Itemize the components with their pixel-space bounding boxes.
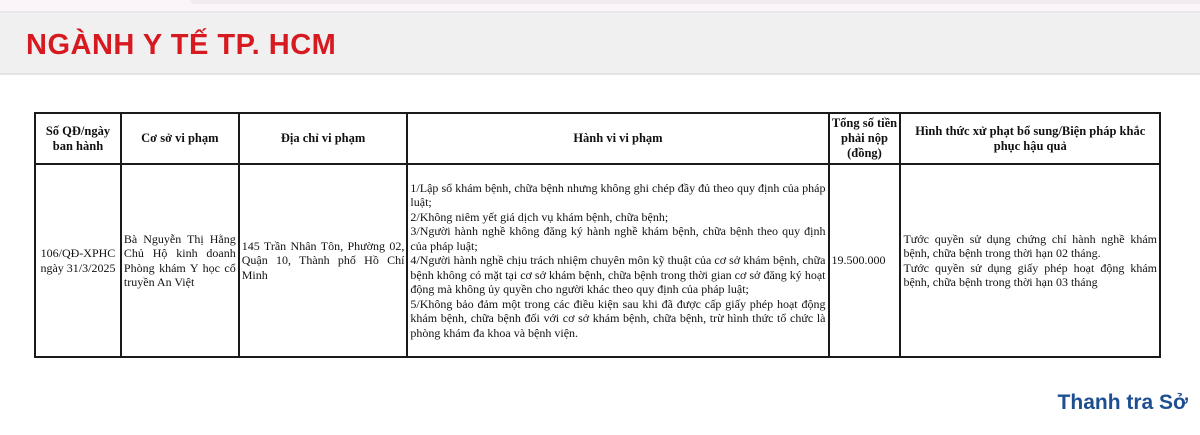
col-header-total-fine: Tổng số tiền phải nộp (đồng) bbox=[829, 113, 901, 164]
violation-item: 4/Người hành nghề chịu trách nhiệm chuyên môn kỹ thuật của cơ sở khám bệnh, chữa bệnh không có mặt tại cơ sở khám bệnh, chữa bệnh trong thời gian cơ sở đăng ký hoạt động mà không ủy quyền cho người khác theo quy định của pháp luật; bbox=[410, 253, 826, 297]
cell-facility: Bà Nguyễn Thị Hằng Chủ Hộ kinh doanh Phòng khám Y học cổ truyền An Việt bbox=[121, 164, 239, 357]
footer-brand: Thanh tra Sở bbox=[1057, 391, 1188, 414]
col-header-decision: Số QĐ/ngày ban hành bbox=[35, 113, 121, 164]
cell-violations bbox=[407, 164, 828, 357]
violation-item: 2/Không niêm yết giá dịch vụ khám bệnh, chữa bệnh; bbox=[410, 209, 669, 224]
penalty-item: Tước quyền sử dụng chứng chỉ hành nghề khám bệnh, chữa bệnh trong thời hạn 02 tháng. bbox=[903, 231, 1157, 260]
violation-item: 1/Lập sổ khám bệnh, chữa bệnh nhưng không ghi chép đầy đủ theo quy định của pháp luật; bbox=[410, 180, 826, 210]
table-row bbox=[35, 164, 1160, 357]
col-header-address: Địa chỉ vi phạm bbox=[239, 113, 408, 164]
top-strip-shape bbox=[190, 0, 1200, 4]
table-header-row bbox=[35, 113, 1160, 164]
col-header-additional-penalties: Hình thức xử phạt bổ sung/Biện pháp khắc phục hậu quả bbox=[900, 113, 1160, 164]
col-header-violations: Hành vi vi phạm bbox=[407, 113, 828, 164]
cell-decision bbox=[35, 164, 121, 357]
page-title: NGÀNH Y TẾ TP. HCM bbox=[26, 29, 337, 61]
violations-table bbox=[34, 112, 1161, 358]
violation-item: 3/Người hành nghề không đăng ký hành nghề khám bệnh, chữa bệnh theo quy định của pháp luật; bbox=[410, 224, 826, 253]
cell-address: 145 Trần Nhân Tôn, Phường 02, Quận 10, Thành phố Hồ Chí Minh bbox=[239, 164, 408, 357]
cell-additional-penalties bbox=[900, 164, 1160, 357]
decision-date: ngày 31/3/2025 bbox=[40, 260, 116, 275]
penalty-item: Tước quyền sử dụng giấy phép hoạt động khám bệnh, chữa bệnh trong thời hạn 03 tháng bbox=[903, 260, 1157, 289]
violation-item: 5/Không bảo đảm một trong các điều kiện sau khi đã được cấp giấy phép hoạt động khám bệnh, chữa bệnh đối với cơ sở khám bệnh, chữa bệnh, trừ hình thức tổ chức là phòng khám đa khoa và bệnh viện. bbox=[410, 296, 826, 340]
top-strip bbox=[0, 0, 1200, 11]
col-header-facility: Cơ sở vi phạm bbox=[121, 113, 239, 164]
header-banner bbox=[0, 13, 1200, 75]
cell-total-fine: 19.500.000 bbox=[829, 164, 901, 357]
decision-number: 106/QĐ-XPHC bbox=[40, 246, 116, 260]
